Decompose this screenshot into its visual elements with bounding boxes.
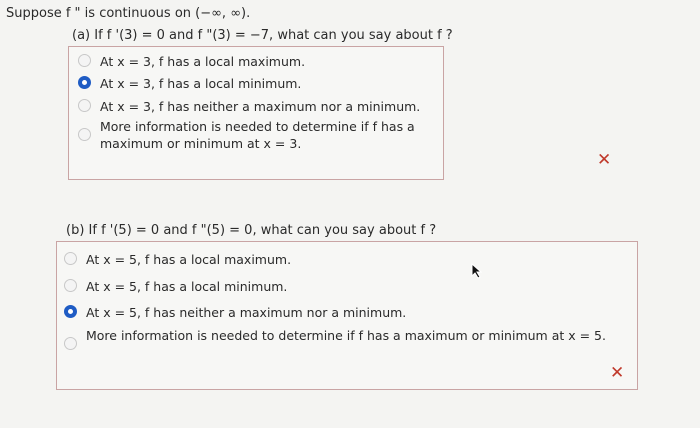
radio-button[interactable] bbox=[78, 128, 91, 141]
part-a-option-4[interactable] bbox=[78, 118, 423, 152]
option-label: At x = 3, f has a local maximum. bbox=[100, 54, 306, 69]
part-b-option-3[interactable] bbox=[64, 304, 624, 321]
option-label: At x = 3, f has neither a maximum nor a minimum. bbox=[100, 99, 421, 114]
problem-intro: Suppose f " is continuous on (−∞, ∞). bbox=[6, 6, 251, 21]
part-a-question: (a) If f '(3) = 0 and f "(3) = −7, what can you say about f ? bbox=[72, 28, 453, 43]
radio-button[interactable] bbox=[64, 279, 77, 292]
mouse-pointer-icon bbox=[470, 262, 484, 280]
incorrect-x-icon: ✕ bbox=[610, 363, 625, 383]
radio-button[interactable] bbox=[64, 252, 77, 265]
radio-button[interactable] bbox=[78, 54, 91, 67]
radio-button[interactable] bbox=[64, 337, 77, 350]
option-label: At x = 5, f has a local maximum. bbox=[86, 252, 292, 267]
part-a-option-1[interactable] bbox=[78, 53, 434, 70]
part-a-option-2[interactable] bbox=[78, 75, 434, 92]
option-label: At x = 5, f has neither a maximum nor a minimum. bbox=[86, 305, 407, 320]
option-label: More information is needed to determine if f has a maximum or minimum at x = 5. bbox=[86, 328, 606, 343]
part-b-option-2[interactable] bbox=[64, 278, 624, 295]
radio-button-selected[interactable] bbox=[78, 76, 91, 89]
option-label: More information is needed to determine if f has a maximum or minimum at x = 3. bbox=[100, 119, 415, 151]
part-b-question: (b) If f '(5) = 0 and f "(5) = 0, what can you say about f ? bbox=[66, 223, 437, 238]
part-b-option-1[interactable] bbox=[64, 251, 624, 268]
part-a-option-3[interactable] bbox=[78, 98, 434, 115]
radio-button[interactable] bbox=[78, 99, 91, 112]
option-label: At x = 3, f has a local minimum. bbox=[100, 76, 302, 91]
incorrect-x-icon: ✕ bbox=[597, 150, 612, 170]
part-b-option-4[interactable] bbox=[64, 327, 624, 350]
radio-button-selected[interactable] bbox=[64, 305, 77, 318]
option-label: At x = 5, f has a local minimum. bbox=[86, 279, 288, 294]
